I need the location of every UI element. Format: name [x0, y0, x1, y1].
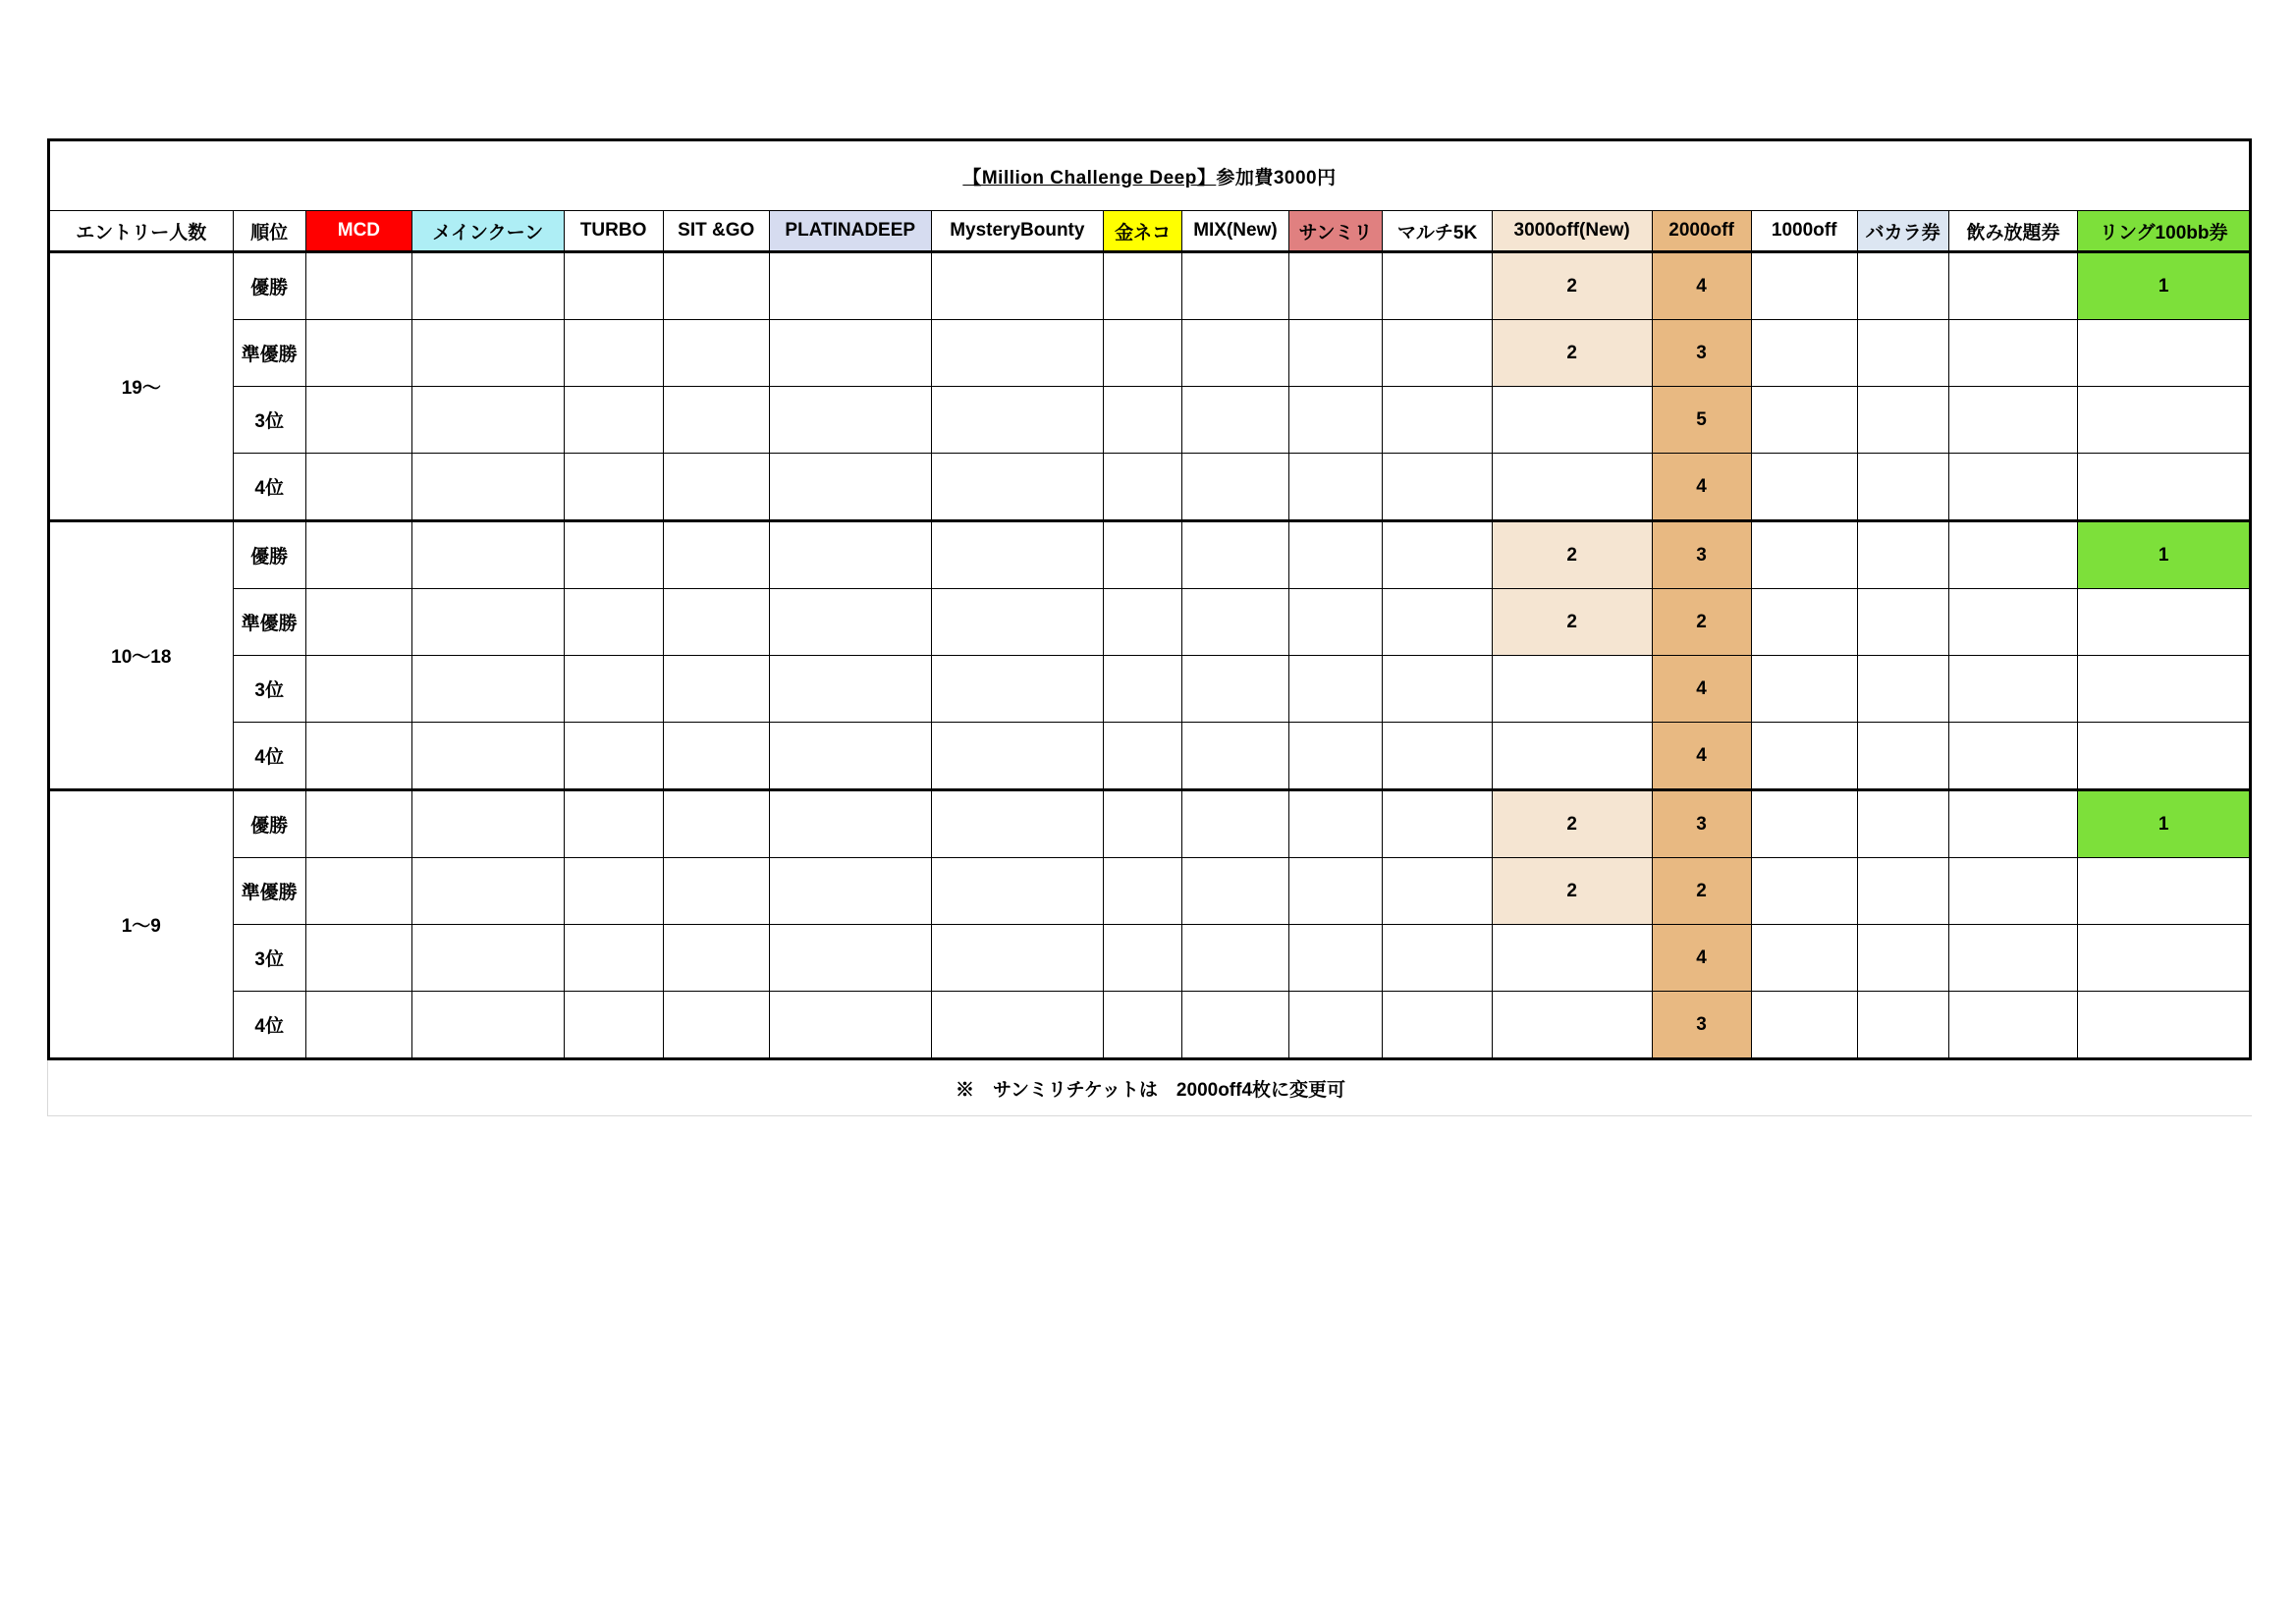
prize-cell: [1182, 387, 1288, 454]
prize-cell: [564, 589, 663, 656]
prize-cell: [412, 790, 565, 858]
prize-cell: [1182, 790, 1288, 858]
prize-cell: [1103, 387, 1181, 454]
prize-cell: [931, 858, 1103, 925]
prize-cell: [305, 320, 411, 387]
prize-cell: [1182, 858, 1288, 925]
prize-cell: [305, 925, 411, 992]
prize-cell: [564, 723, 663, 790]
prize-cell: [1948, 589, 2078, 656]
sheet-title: [49, 140, 2251, 211]
prize-cell: [1948, 723, 2078, 790]
prize-cell: [564, 790, 663, 858]
prize-cell: [1751, 589, 1857, 656]
prize-cell: [305, 656, 411, 723]
prize-cell: [564, 858, 663, 925]
prize-cell: [1103, 454, 1181, 521]
prize-cell: [1103, 723, 1181, 790]
column-header-2: MCD: [305, 211, 411, 252]
prize-cell: [931, 320, 1103, 387]
table-row: [49, 723, 2251, 790]
table-row: [49, 790, 2251, 858]
prize-cell: [931, 521, 1103, 589]
prize-cell: [1948, 992, 2078, 1059]
prize-cell: [1857, 992, 1948, 1059]
prize-cell: [663, 992, 769, 1059]
prize-cell: [663, 252, 769, 320]
rank-label: 4位: [233, 723, 305, 790]
column-header-3: メインクーン: [412, 211, 565, 252]
prize-cell: [1492, 656, 1652, 723]
prize-cell: [412, 454, 565, 521]
prize-cell: [1182, 925, 1288, 992]
prize-cell: [1383, 858, 1492, 925]
table-row: [49, 521, 2251, 589]
prize-cell: [1182, 656, 1288, 723]
prize-cell: [412, 589, 565, 656]
table-row: [49, 992, 2251, 1059]
rank-label: 3位: [233, 656, 305, 723]
prize-cell: 2: [1492, 589, 1652, 656]
prize-cell: 3: [1652, 992, 1751, 1059]
prize-cell: [769, 252, 931, 320]
prize-cell: [1182, 992, 1288, 1059]
rank-label: 4位: [233, 992, 305, 1059]
prize-cell: 1: [2078, 790, 2251, 858]
prize-cell: [2078, 858, 2251, 925]
prize-cell: [2078, 320, 2251, 387]
prize-cell: 2: [1492, 521, 1652, 589]
prize-cell: 4: [1652, 925, 1751, 992]
prize-cell: [1383, 387, 1492, 454]
entry-count-group: 1～9: [49, 790, 234, 1059]
prize-cell: [2078, 723, 2251, 790]
prize-cell: [663, 589, 769, 656]
table-row: [49, 858, 2251, 925]
prize-cell: [564, 992, 663, 1059]
prize-cell: [663, 656, 769, 723]
prize-cell: [1751, 387, 1857, 454]
prize-cell: [1492, 992, 1652, 1059]
rank-label: 3位: [233, 925, 305, 992]
prize-cell: [412, 320, 565, 387]
column-header-14: 1000off: [1751, 211, 1857, 252]
prize-cell: [1288, 656, 1383, 723]
prize-cell: [1383, 656, 1492, 723]
prize-cell: [663, 858, 769, 925]
prize-cell: [1103, 656, 1181, 723]
rank-label: 準優勝: [233, 589, 305, 656]
prize-cell: [1288, 454, 1383, 521]
prize-cell: [1857, 454, 1948, 521]
prize-cell: [1288, 992, 1383, 1059]
prize-cell: [305, 992, 411, 1059]
rank-label: 優勝: [233, 521, 305, 589]
prize-cell: [769, 387, 931, 454]
prize-cell: [1383, 589, 1492, 656]
prize-cell: [1751, 992, 1857, 1059]
prize-cell: [931, 925, 1103, 992]
prize-cell: 3: [1652, 320, 1751, 387]
prize-cell: [931, 656, 1103, 723]
rank-label: 準優勝: [233, 858, 305, 925]
prize-cell: [305, 723, 411, 790]
prize-cell: [1103, 992, 1181, 1059]
prize-cell: [1288, 387, 1383, 454]
prize-sheet: [47, 138, 2252, 1116]
prize-cell: [1948, 252, 2078, 320]
prize-cell: [1103, 925, 1181, 992]
prize-cell: [769, 656, 931, 723]
prize-cell: [1751, 521, 1857, 589]
prize-cell: [1751, 723, 1857, 790]
prize-cell: [663, 925, 769, 992]
prize-cell: [1751, 454, 1857, 521]
prize-cell: [931, 252, 1103, 320]
prize-cell: [1751, 858, 1857, 925]
prize-cell: [1948, 858, 2078, 925]
prize-cell: [769, 858, 931, 925]
prize-cell: [1751, 790, 1857, 858]
prize-cell: [1182, 521, 1288, 589]
table-row: [49, 320, 2251, 387]
prize-cell: 2: [1492, 790, 1652, 858]
prize-cell: [1288, 252, 1383, 320]
prize-cell: [1383, 521, 1492, 589]
rank-label: 優勝: [233, 252, 305, 320]
prize-cell: [1948, 454, 2078, 521]
prize-cell: [1751, 656, 1857, 723]
prize-cell: [305, 589, 411, 656]
prize-cell: [1492, 925, 1652, 992]
prize-cell: [1182, 252, 1288, 320]
column-header-6: PLATINADEEP: [769, 211, 931, 252]
prize-cell: [2078, 387, 2251, 454]
prize-cell: [1103, 521, 1181, 589]
rank-label: 3位: [233, 387, 305, 454]
rank-label: 4位: [233, 454, 305, 521]
prize-cell: [1383, 790, 1492, 858]
column-header-15: バカラ券: [1857, 211, 1948, 252]
prize-cell: [2078, 589, 2251, 656]
prize-cell: [2078, 454, 2251, 521]
prize-cell: [663, 723, 769, 790]
column-header-13: 2000off: [1652, 211, 1751, 252]
prize-cell: [1182, 320, 1288, 387]
prize-cell: [305, 521, 411, 589]
prize-cell: [1182, 723, 1288, 790]
prize-cell: [1857, 521, 1948, 589]
prize-table-body: [49, 140, 2251, 1059]
prize-cell: [1103, 858, 1181, 925]
prize-cell: [1383, 320, 1492, 387]
prize-cell: [564, 656, 663, 723]
prize-cell: [1948, 925, 2078, 992]
prize-cell: [1288, 589, 1383, 656]
prize-cell: [1288, 790, 1383, 858]
prize-cell: [769, 992, 931, 1059]
prize-cell: [412, 925, 565, 992]
prize-cell: [931, 790, 1103, 858]
prize-cell: 5: [1652, 387, 1751, 454]
prize-cell: [412, 656, 565, 723]
prize-cell: [1288, 925, 1383, 992]
sheet-title-fee: 参加費3000円: [1216, 167, 1337, 189]
prize-cell: [1288, 858, 1383, 925]
table-row: [49, 252, 2251, 320]
note-container: [47, 1060, 2252, 1116]
prize-cell: [1857, 858, 1948, 925]
footnote: ※ サンミリチケットは 2000off4枚に変更可: [48, 1060, 2253, 1115]
prize-cell: [1751, 252, 1857, 320]
prize-cell: 2: [1492, 858, 1652, 925]
prize-cell: [1383, 925, 1492, 992]
prize-cell: 4: [1652, 454, 1751, 521]
prize-cell: [1857, 790, 1948, 858]
prize-cell: 3: [1652, 790, 1751, 858]
prize-cell: [305, 252, 411, 320]
prize-cell: [412, 521, 565, 589]
prize-cell: [1103, 790, 1181, 858]
prize-cell: [412, 992, 565, 1059]
prize-cell: [931, 992, 1103, 1059]
prize-cell: [2078, 992, 2251, 1059]
prize-cell: [564, 521, 663, 589]
column-header-9: MIX(New): [1182, 211, 1288, 252]
prize-cell: [412, 723, 565, 790]
entry-count-group: 19～: [49, 252, 234, 521]
prize-cell: [663, 521, 769, 589]
prize-cell: [1288, 320, 1383, 387]
prize-cell: [1948, 790, 2078, 858]
prize-cell: 1: [2078, 252, 2251, 320]
column-header-8: 金ネコ: [1103, 211, 1181, 252]
prize-cell: [564, 925, 663, 992]
prize-cell: [1857, 925, 1948, 992]
prize-cell: [1383, 723, 1492, 790]
prize-cell: [1103, 252, 1181, 320]
table-row: [49, 925, 2251, 992]
prize-cell: [769, 521, 931, 589]
prize-cell: [564, 387, 663, 454]
column-header-0: エントリー人数: [49, 211, 234, 252]
prize-cell: [1751, 925, 1857, 992]
prize-cell: 1: [2078, 521, 2251, 589]
column-header-17: リング100bb券: [2078, 211, 2251, 252]
table-row: [49, 589, 2251, 656]
prize-cell: [663, 454, 769, 521]
prize-cell: [931, 723, 1103, 790]
sheet-title-event: 【Million Challenge Deep】: [962, 167, 1217, 189]
prize-cell: [1492, 454, 1652, 521]
column-header-5: SIT &GO: [663, 211, 769, 252]
prize-cell: [1857, 387, 1948, 454]
prize-cell: [1383, 252, 1492, 320]
rank-label: 準優勝: [233, 320, 305, 387]
prize-cell: 2: [1492, 252, 1652, 320]
column-header-12: 3000off(New): [1492, 211, 1652, 252]
column-header-11: マルチ5K: [1383, 211, 1492, 252]
prize-cell: [1383, 992, 1492, 1059]
table-row: [49, 454, 2251, 521]
prize-table: [47, 138, 2252, 1060]
prize-cell: [1948, 320, 2078, 387]
table-row: [49, 656, 2251, 723]
prize-cell: [1857, 320, 1948, 387]
prize-cell: 2: [1652, 589, 1751, 656]
column-header-1: 順位: [233, 211, 305, 252]
prize-cell: [2078, 925, 2251, 992]
prize-cell: [1103, 589, 1181, 656]
prize-cell: [1857, 252, 1948, 320]
prize-cell: 2: [1492, 320, 1652, 387]
prize-cell: [305, 858, 411, 925]
prize-cell: 3: [1652, 521, 1751, 589]
prize-cell: [1182, 454, 1288, 521]
prize-cell: [663, 387, 769, 454]
column-header-7: MysteryBounty: [931, 211, 1103, 252]
prize-cell: [2078, 656, 2251, 723]
table-row: [49, 387, 2251, 454]
prize-cell: [769, 790, 931, 858]
prize-cell: [1857, 656, 1948, 723]
prize-cell: [1383, 454, 1492, 521]
prize-cell: [305, 454, 411, 521]
prize-cell: [1182, 589, 1288, 656]
column-header-4: TURBO: [564, 211, 663, 252]
prize-cell: [931, 387, 1103, 454]
prize-cell: [769, 589, 931, 656]
prize-cell: [663, 790, 769, 858]
prize-cell: [1492, 723, 1652, 790]
prize-cell: [769, 320, 931, 387]
prize-cell: [412, 858, 565, 925]
prize-cell: [305, 790, 411, 858]
prize-cell: [412, 387, 565, 454]
prize-cell: [1751, 320, 1857, 387]
prize-cell: [1948, 521, 2078, 589]
prize-cell: [1948, 387, 2078, 454]
prize-cell: [769, 454, 931, 521]
prize-cell: [1288, 521, 1383, 589]
prize-cell: [1857, 589, 1948, 656]
prize-cell: [564, 320, 663, 387]
prize-cell: [564, 252, 663, 320]
column-header-16: 飲み放題券: [1948, 211, 2078, 252]
prize-cell: [412, 252, 565, 320]
prize-cell: [769, 925, 931, 992]
prize-cell: [769, 723, 931, 790]
prize-cell: 2: [1652, 858, 1751, 925]
column-header-10: サンミリ: [1288, 211, 1383, 252]
prize-cell: 4: [1652, 723, 1751, 790]
prize-cell: [1948, 656, 2078, 723]
prize-cell: 4: [1652, 252, 1751, 320]
prize-cell: [1492, 387, 1652, 454]
prize-cell: [1857, 723, 1948, 790]
prize-cell: [305, 387, 411, 454]
prize-cell: [1103, 320, 1181, 387]
rank-label: 優勝: [233, 790, 305, 858]
prize-cell: [931, 589, 1103, 656]
prize-cell: [1288, 723, 1383, 790]
prize-cell: [564, 454, 663, 521]
entry-count-group: 10～18: [49, 521, 234, 790]
prize-cell: 4: [1652, 656, 1751, 723]
prize-cell: [663, 320, 769, 387]
prize-cell: [931, 454, 1103, 521]
